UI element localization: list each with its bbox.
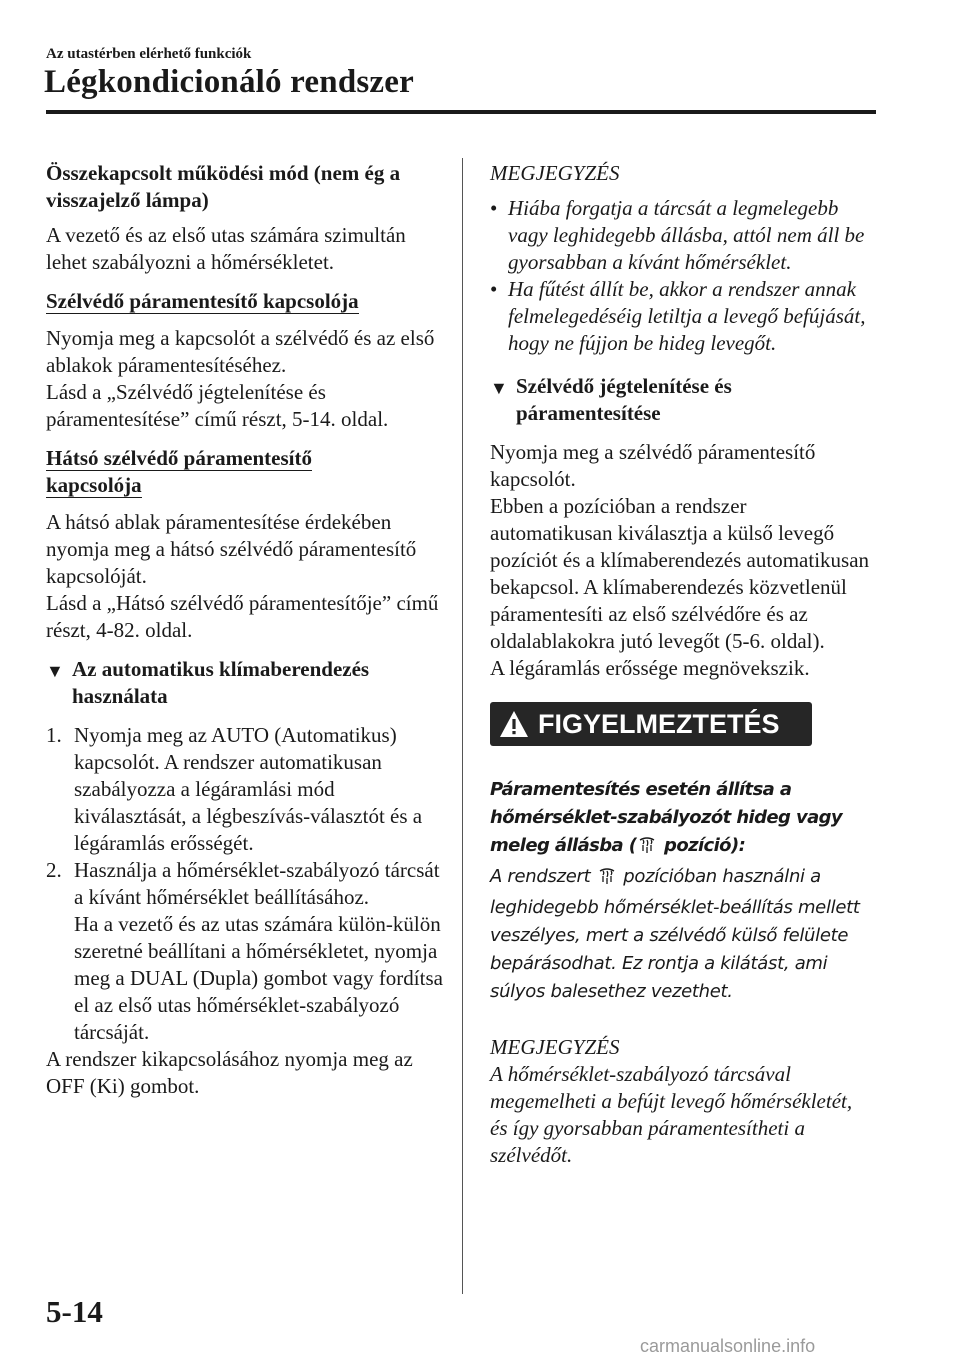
defrost-text-detail: Ebben a pozícióban a rendszer automatikusan kiválasztja a külső levegő pozíciót és a klímaberendezés automatikusan bekapcsol. A klímaberendezés közvetlenül páramentesíti az első szélvédőre és az oldalablakokra jutó levegőt (5-6. oldal). [490, 494, 870, 653]
warning-label: FIGYELMEZTETÉS [538, 708, 780, 739]
auto-climate-steps [46, 722, 446, 1046]
warning-triangle-icon [490, 710, 538, 738]
step-number: 2. [46, 858, 62, 882]
bullet-icon: • [490, 277, 498, 301]
rear-defrost-heading-line2: kapcsolója [46, 473, 142, 497]
warning-banner [490, 702, 812, 746]
defrost-text: Nyomja meg a szélvédő páramentesítő kapcsolót. [490, 440, 816, 491]
triangle-marker-icon: ▼ [490, 378, 508, 398]
note-item [490, 276, 870, 357]
off-text: A rendszer kikapcsolásához nyomja meg az OFF (Ki) gombot. [46, 1047, 413, 1098]
step-text: Nyomja meg az AUTO (Automatikus) kapcsolót. A rendszer automatikusan szabályozza a légáramlási mód kiválasztását, a légbeszívás-választót és a légáramlás erősségét. [74, 723, 423, 855]
defrost-heading: Szélvédő jégtelenítése és páramentesítése [516, 374, 732, 425]
warning-bold-part: pozíció): [658, 835, 746, 856]
list-item [46, 722, 446, 857]
step-number: 1. [46, 723, 62, 747]
page-number: 5-14 [46, 1294, 103, 1329]
note-item-text: Ha fűtést állít be, akkor a rendszer annak felmelegedéséig letiltja a levegő befújását, hogy ne fújjon be hideg levegőt. [508, 277, 866, 355]
bullet-icon: • [490, 196, 498, 220]
rear-defrost-heading-line1: Hátsó szélvédő páramentesítő [46, 446, 312, 470]
warning-bold-part: Páramentesítés esetén állítsa a hőmérséklet-szabályozót hideg vagy meleg állásba ( [490, 779, 843, 856]
rear-defrost-switch-block [46, 445, 446, 499]
defrost-heading-block [490, 373, 870, 427]
windshield-defrost-switch-ref: Lásd a „Szélvédő jégtelenítése és páramentesítése” című részt, 5-14. oldal. [46, 380, 389, 431]
defrost-icon [638, 835, 656, 863]
header-rule [46, 110, 876, 114]
warning-body [490, 776, 870, 1006]
auto-climate-heading: Az automatikus klímaberendezés használata [72, 657, 370, 708]
section-label: Az utastérben elérhető funkciók [46, 46, 252, 62]
rear-defrost-text: A hátsó ablak páramentesítése érdekében nyomja meg a hátsó szélvédő páramentesítő kapcsolóját. [46, 510, 417, 588]
auto-climate-heading-block [46, 656, 446, 710]
warning-text-part: A rendszert [490, 866, 596, 887]
left-column [46, 160, 446, 1100]
step-text-group [74, 857, 446, 1046]
warning-text-part: pozícióban használni a leghidegebb hőmérséklet-beállítás mellett veszélyes, mert a szélvédő külső felülete bepárásodhat. Ez rontja a kilátást, ami súlyos balesethez vezethet. [490, 866, 860, 1002]
step-text-extra: Ha a vezető és az utas számára külön-külön szeretné beállítani a hőmérsékletet, nyomja meg a DUAL (Dupla) gombot vagy fordítsa el az első utas hőmérséklet-szabályozó tárcsáját. [74, 912, 443, 1044]
warning-bold-text [490, 776, 870, 863]
note-title: MEGJEGYZÉS [490, 1035, 620, 1059]
rear-defrost-ref: Lásd a „Hátsó szélvédő páramentesítője” című részt, 4-82. oldal. [46, 591, 439, 642]
windshield-defrost-switch-heading: Szélvédő páramentesítő kapcsolója [46, 289, 359, 313]
note-text: A hőmérséklet-szabályozó tárcsával megemelheti a befújt levegő hőmérsékletét, és így gyorsabban páramentesítheti a szélvédőt. [490, 1062, 853, 1167]
note-title: MEGJEGYZÉS [490, 161, 620, 185]
linked-mode-heading: Összekapcsolt működési mód (nem ég a visszajelző lámpa) [46, 161, 401, 212]
note-item [490, 195, 870, 276]
column-divider [462, 158, 463, 1294]
step-text: Használja a hőmérséklet-szabályozó tárcsát a kívánt hőmérséklet beállításához. [74, 858, 440, 909]
windshield-defrost-switch-block [46, 288, 446, 315]
defrost-text-airflow: A légáramlás erőssége megnövekszik. [490, 656, 810, 680]
linked-mode-text: A vezető és az első utas számára szimultán lehet szabályozni a hőmérsékletet. [46, 223, 406, 274]
warning-text [490, 863, 870, 1006]
triangle-marker-icon: ▼ [46, 661, 64, 681]
right-column [490, 160, 870, 1169]
windshield-defrost-switch-text: Nyomja meg a kapcsolót a szélvédő és az első ablakok páramentesítéséhez. [46, 326, 435, 377]
list-item [46, 857, 446, 1046]
defrost-icon [598, 866, 616, 894]
page-title: Légkondicionáló rendszer [44, 64, 414, 100]
watermark: carmanualsonline.info [640, 1336, 816, 1356]
note-item-text: Hiába forgatja a tárcsát a legmelegebb vagy leghidegebb állásba, attól nem áll be gyorsabban a kívánt hőmérséklet. [508, 196, 865, 274]
